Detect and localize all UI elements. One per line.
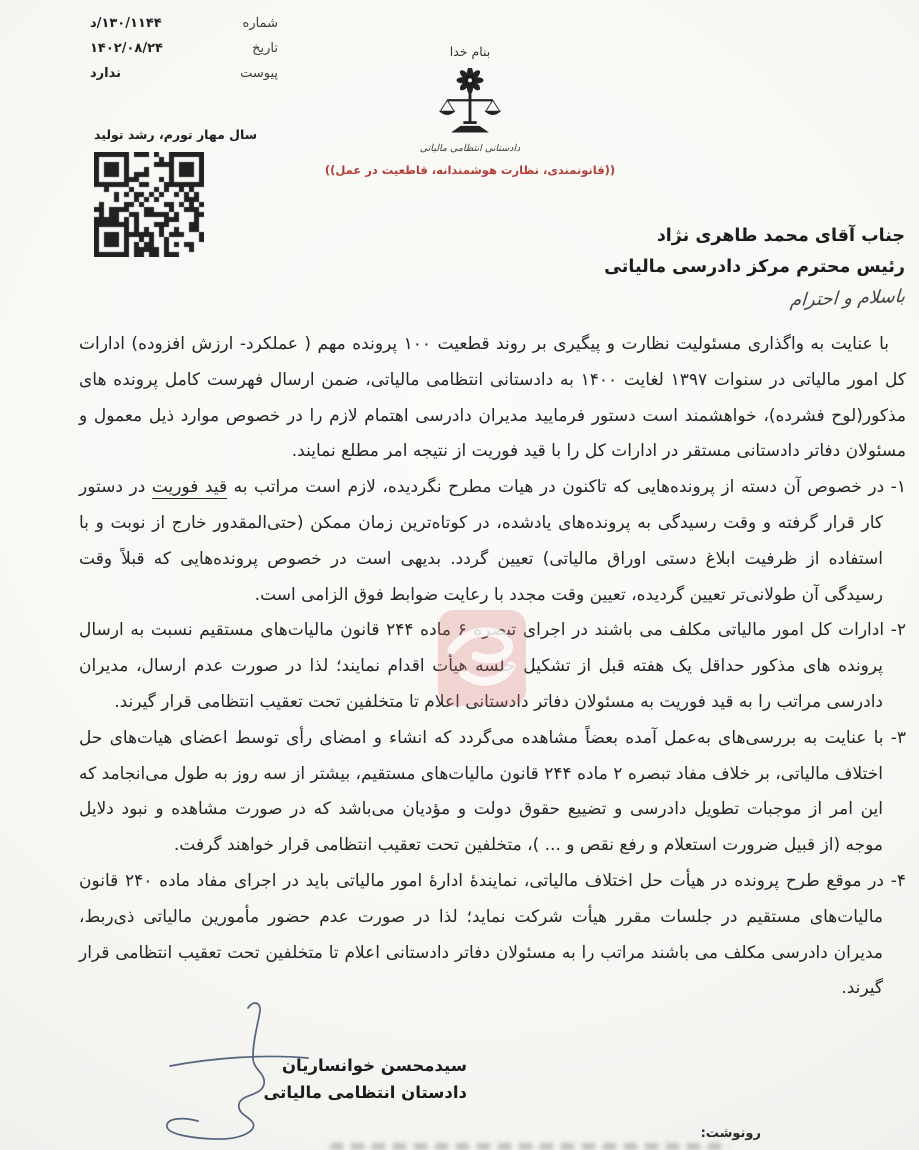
org-name-calligraphy: دادستانی انتظامی مالیاتی: [419, 143, 521, 154]
letter-number-row: [90, 16, 278, 31]
item-4-text: در موقع طرح پرونده در هیأت حل اختلاف مالیاتی، نمایندهٔ ادارهٔ امور مالیاتی باید در اجرای مفاد ماده ۲۴۰ قانون مالیات‌های مستقیم در جلسات مقرر هیأت شرکت نماید؛ لذا در صورت عدم حضور مأمورین مالیاتی ذی‌ربط، مدیران دادرسی مکلف می باشند مراتب را به مسئولان دفاتر دادستانی اعلام تا متخلفین تحت تعقیب انتظامی قرار گیرند.: [79, 870, 884, 999]
item-3: [79, 721, 906, 864]
letter-attachment-label: پیوست: [240, 66, 278, 81]
cut-off-text-line: [330, 1143, 730, 1150]
scales-icon: [439, 92, 502, 133]
item-1-text-before: در خصوص آن دسته از پرونده‌هایی که تاکنون در هیات مطرح نگردیده، لازم است مراتب به: [227, 477, 885, 498]
letter-number-label: شماره: [242, 16, 278, 31]
item-1: [79, 470, 906, 613]
cc-label: رونوشت:: [700, 1126, 761, 1141]
item-3-text: با عنایت به بررسی‌های به‌عمل آمده بعضاً مشاهده می‌گردد که انشاء و امضای رأی توسط اعضای هیات‌های حل اختلاف مالیاتی، بر خلاف مفاد تبصره ۲ ماده ۲۴۴ قانون مالیات‌های مستقیم، بیشتر از سه روز به طول می‌انجامد که این امر از موجبات تطویل دادرسی و تضییع حقوق دولت و مؤدیان می‌باشد که در صورت مشاهده و نبود دلایل موجه (از قبیل ضرورت استعلام و رفع نقص و ... )، متخلفین تحت تعقیب انتظامی قرار خواهند گرفت.: [79, 727, 884, 856]
item-2-text: ادارات کل امور مالیاتی مکلف می باشند در اجرای تبصره ۶ ماده ۲۴۴ قانون مالیات‌های مستقیم نسبت به ارسال پرونده های مذکور حداقل یک هفته قبل از تشکیل جلسه هیأت اقدام نمایند؛ لذا در صورت عدم ارسال، مدیران دادرسی مراتب را به قید فوریت به مسئولان دفاتر دادستانی اعلام تا متخلفین تحت تعقیب انتظامی قرار گیرند.: [79, 620, 885, 712]
letter-date-label: تاریخ: [252, 41, 278, 56]
salutation-handwritten: باسلام و احترام: [789, 285, 906, 312]
org-slogan: ((قانونمندی، نظارت هوشمندانه، قاطعیت در عمل)): [324, 163, 616, 177]
signature-block: [263, 1056, 467, 1110]
letter-attachment-value: ندارد: [90, 66, 122, 81]
judiciary-scales-emblem-icon: [422, 68, 518, 142]
addressee-block: [604, 226, 906, 312]
rosette-icon: [457, 68, 484, 94]
letter-meta-block: [90, 16, 278, 91]
item-4-number: ۴-: [890, 870, 907, 891]
letterhead-center: [310, 44, 630, 177]
besmellah-text: بنام خدا: [449, 44, 491, 59]
item-2-number: ۲-: [890, 620, 906, 641]
item-4: [79, 864, 906, 1007]
letter-date-value: ۱۴۰۲/۰۸/۲۴: [90, 41, 163, 56]
year-slogan: سال مهار تورم، رشد تولید: [94, 127, 258, 142]
letter-attachment-row: [90, 66, 278, 81]
letter-body: [79, 327, 906, 1007]
signer-name: سیدمحسن خوانساریان: [281, 1056, 467, 1075]
item-1-number: ۱-: [890, 477, 907, 498]
item-2: [79, 613, 906, 720]
item-1-underlined-phrase: قید فوریت: [151, 477, 228, 498]
letter-number-value: ۱۳۰/۱۱۴۴/د: [90, 16, 162, 31]
item-3-number: ۳-: [890, 727, 907, 748]
letter-date-row: [90, 41, 278, 56]
qr-code: [94, 152, 204, 257]
item-1-text-after: در دستور کار قرار گرفته و وقت رسیدگی به پرونده‌های یادشده، در کوتاه‌ترین زمان ممکن (حتی‌المقدور خارج از نوبت و با استفاده از ظرفیت ابلاغ دستی اوراق مالیاتی) تعیین گردد. بدیهی است در خصوص پرونده‌هایی که قبلاً وقت رسیدگی آن طولانی‌تر تعیین گردیده، تعیین وقت مجدد با رعایت ضوابط فوق الزامی است.: [79, 477, 883, 605]
addressee-title: رئیس محترم مرکز دادرسی مالیاتی: [604, 257, 905, 277]
signer-title: دادستان انتظامی مالیاتی: [263, 1083, 467, 1102]
intro-paragraph: با عنایت به واگذاری مسئولیت نظارت و پیگیری بر روند قطعیت ۱۰۰ پرونده مهم ( عملکرد- ارزش افزوده) ادارات کل امور مالیاتی در سنوات ۱۳۹۷ لغایت ۱۴۰۰ به دادستانی انتظامی مالیاتی، ضمن ارسال فهرست کامل پرونده های مذکور(لوح فشرده)، خواهشمند است دستور فرمایید مدیران دادرسی اهتمام لازم را در خصوص موارد ذیل معمول و مسئولان دفاتر دادستانی مستقر در ادارات کل را با قید فوریت از نتیجه امر مطلع نمایند.: [79, 334, 906, 462]
addressee-name: جناب آقای محمد طاهری نژاد: [656, 226, 905, 246]
